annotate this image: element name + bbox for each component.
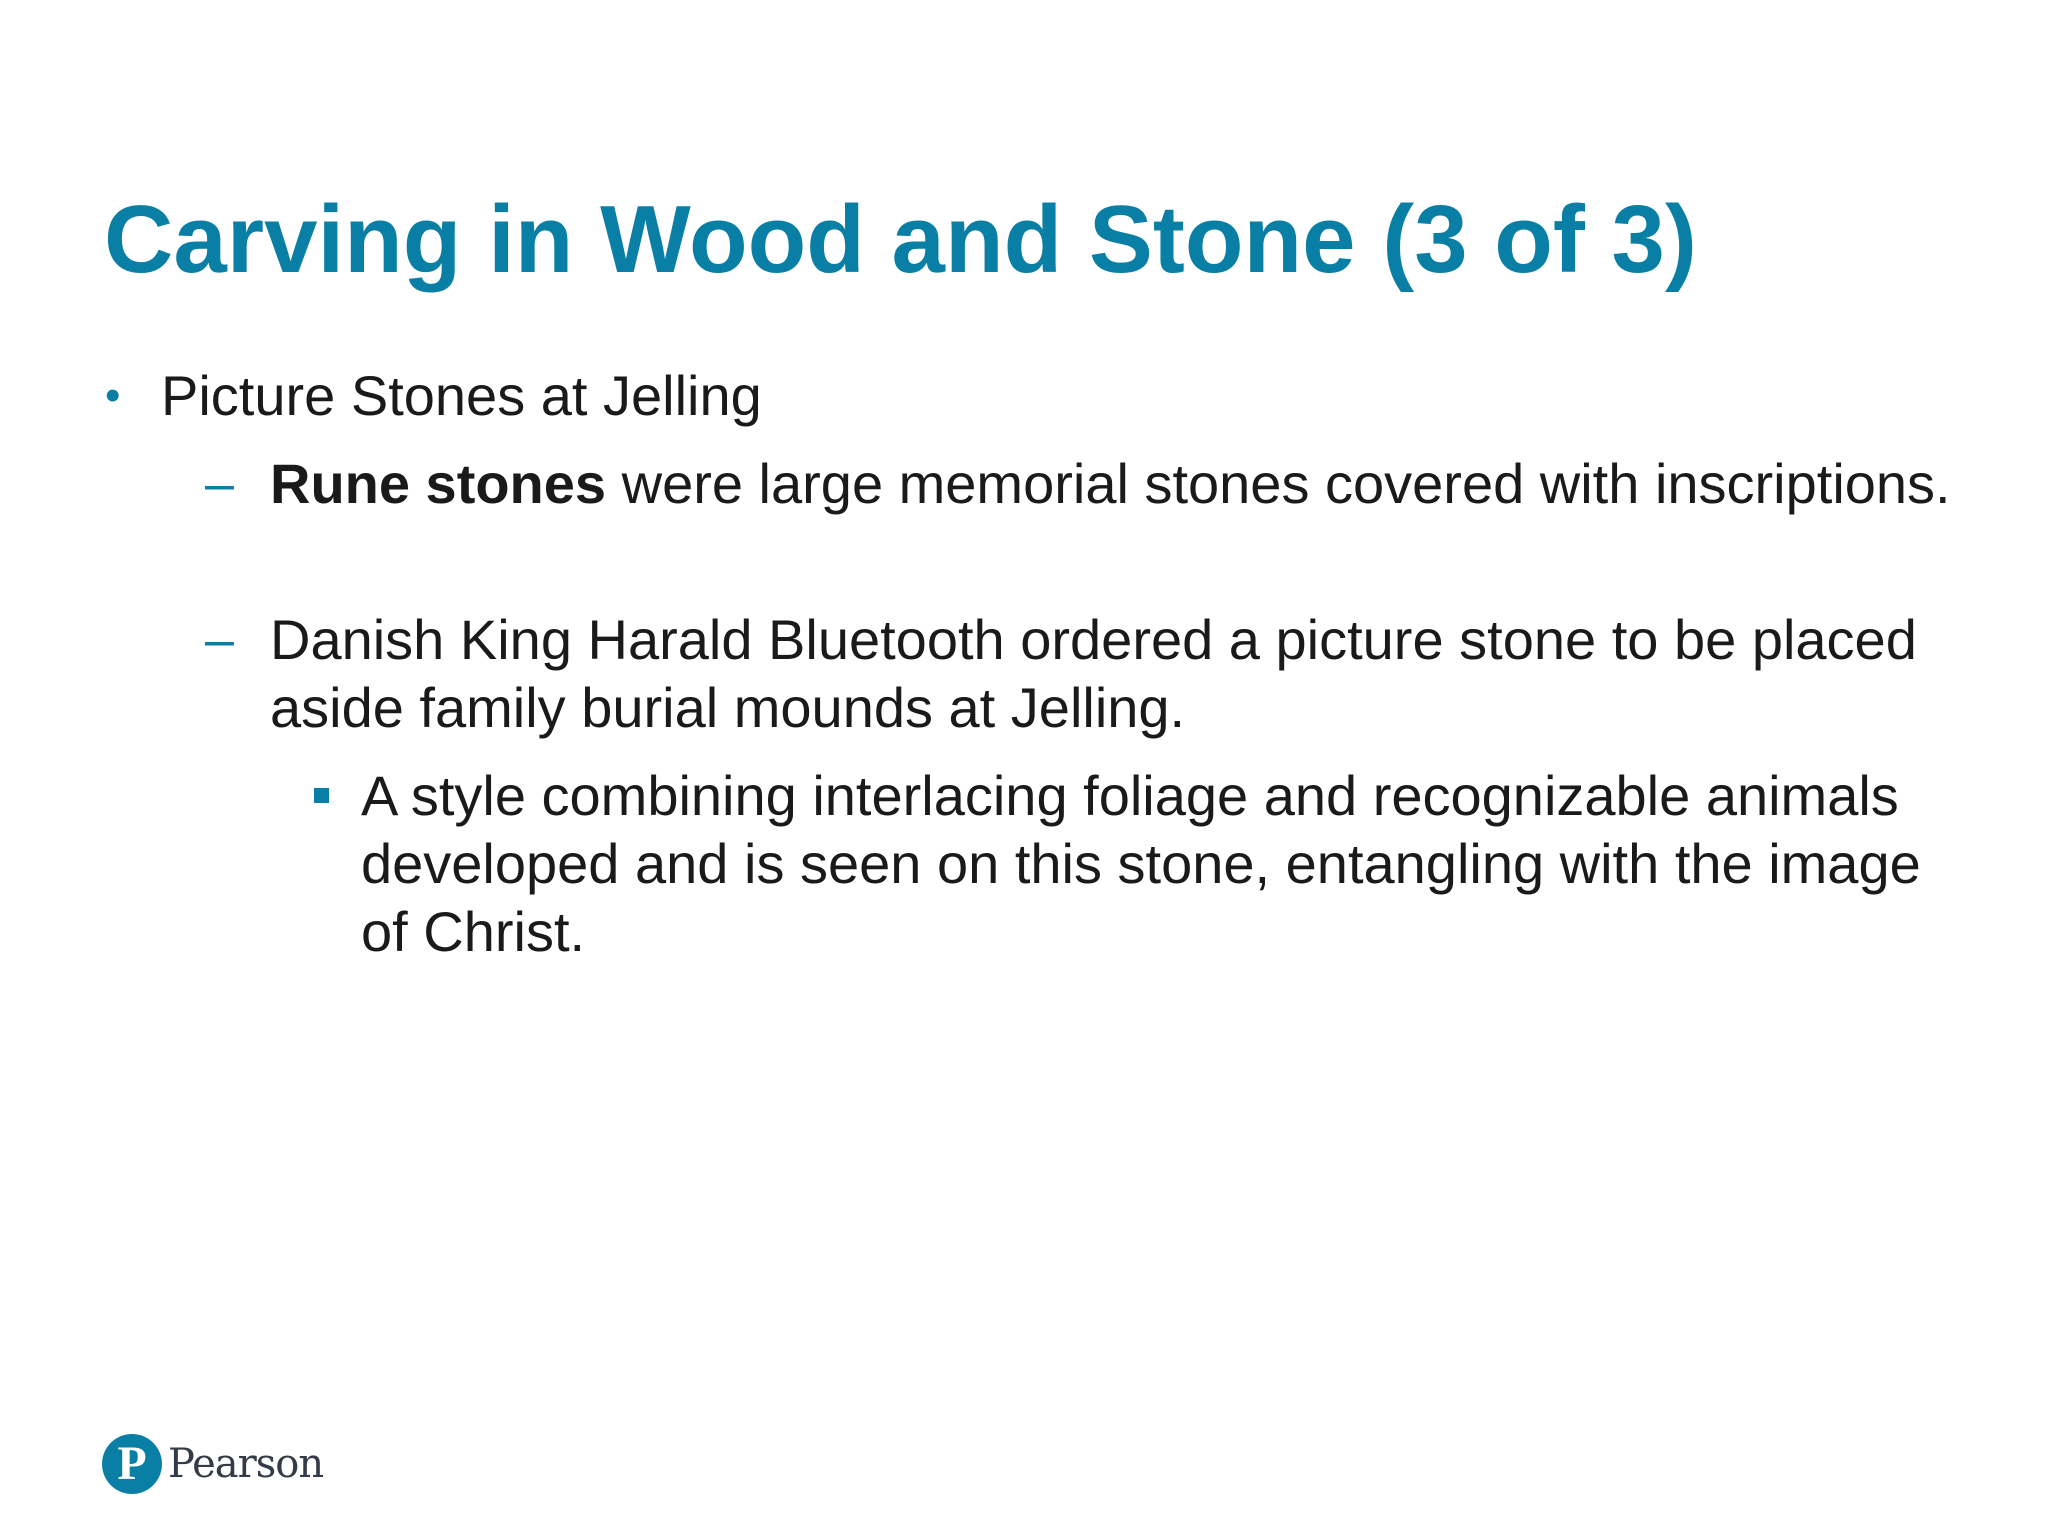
dash-bullet-icon: – — [205, 611, 234, 669]
bullet-picture-stones: Picture Stones at Jelling — [161, 364, 762, 427]
pearson-logo — [102, 1434, 324, 1502]
pearson-p-icon: P — [102, 1434, 162, 1494]
pearson-wordmark: Pearson — [168, 1441, 324, 1487]
bullet-dot-icon: • — [105, 371, 121, 420]
term-rune-stones: Rune stones — [270, 452, 607, 515]
subbullet-rune-stones — [270, 450, 1970, 518]
slide-title: Carving in Wood and Stone (3 of 3) — [104, 186, 1697, 293]
subbullet-rune-stones-text: were large memorial stones covered with inscriptions. — [606, 452, 1951, 515]
subsubbullet-style: A style combining interlacing foliage and recognizable animals developed and is seen on this stone, entangling with the image of Christ. — [361, 764, 1921, 963]
dash-bullet-icon: – — [205, 455, 234, 513]
subbullet-harald-bluetooth: Danish King Harald Bluetooth ordered a picture stone to be placed aside family burial mounds at Jelling. — [270, 608, 1917, 739]
square-bullet-icon — [314, 788, 329, 803]
